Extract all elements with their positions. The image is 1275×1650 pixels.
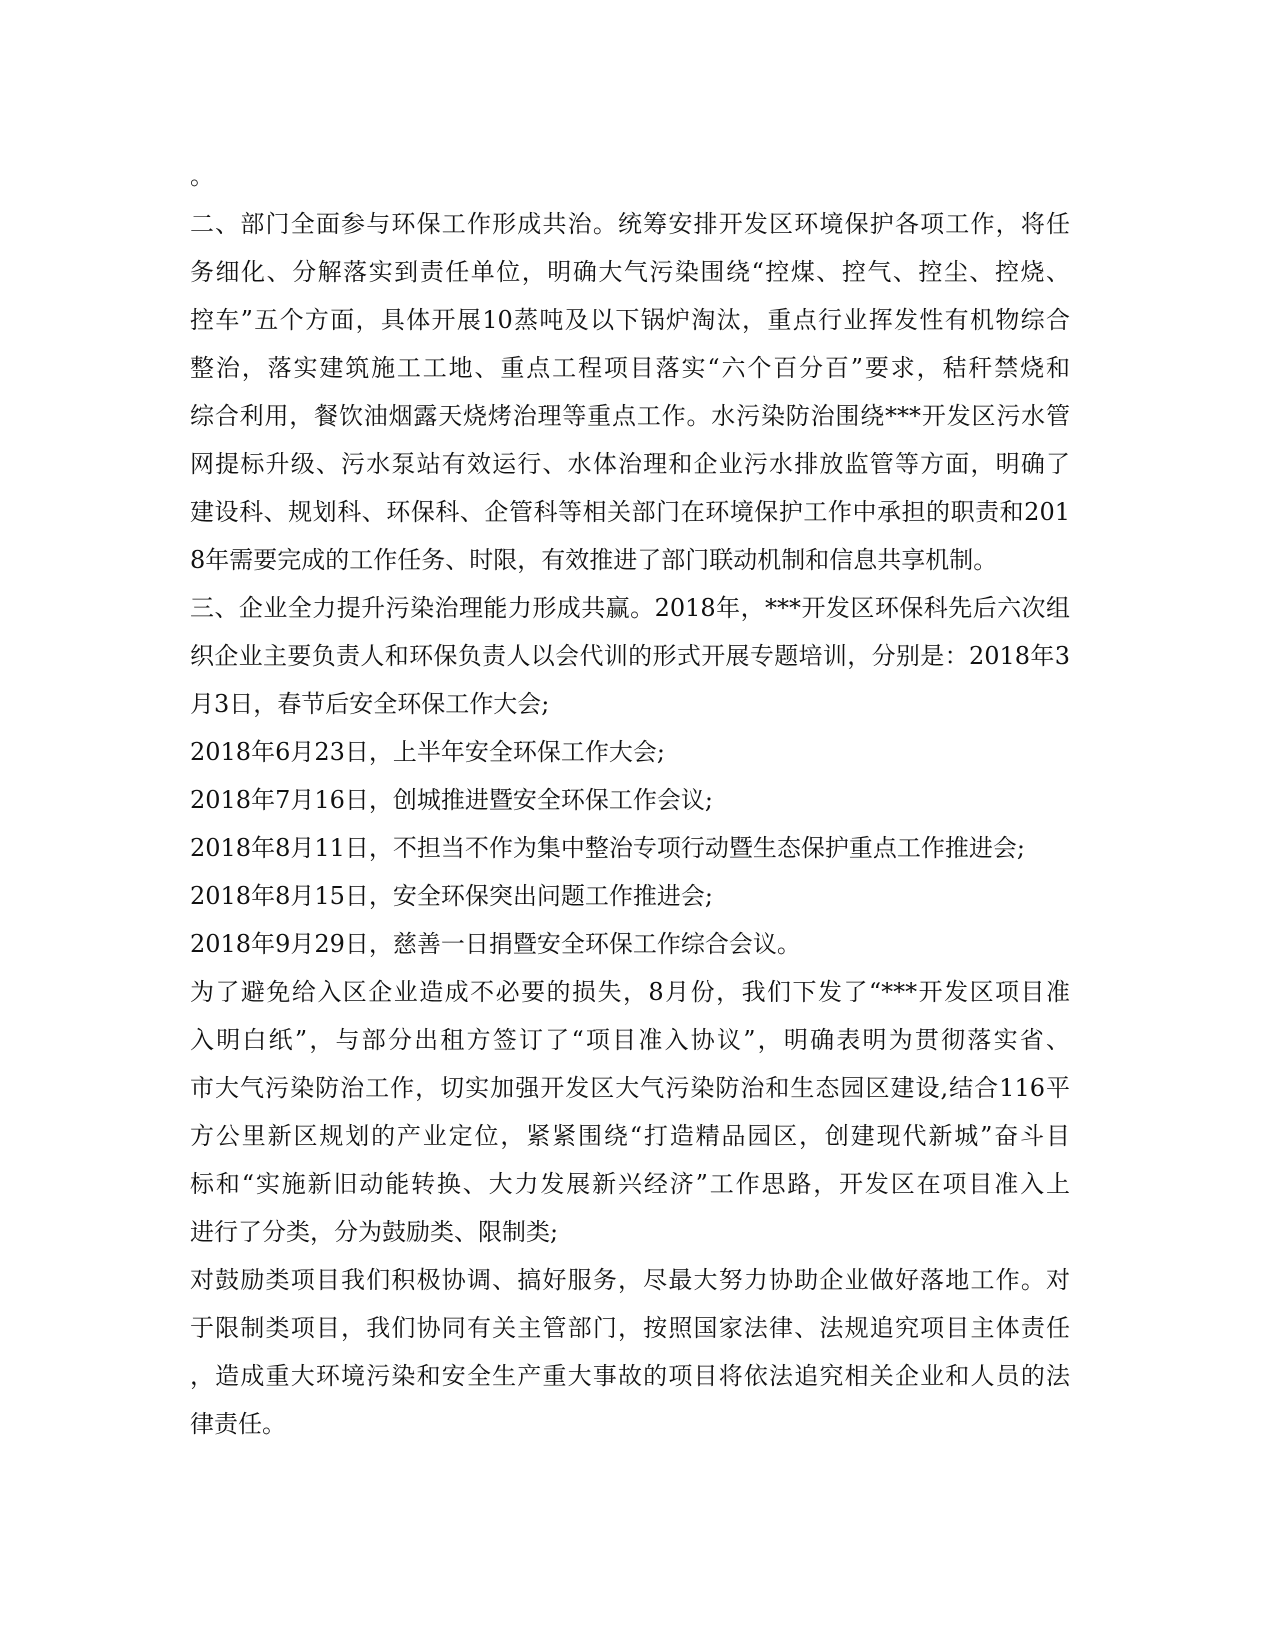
text-line: 于限制类项目，我们协同有关主管部门，按照国家法律、法规追究项目主体责任 [190, 1314, 1070, 1342]
meeting-item: 2018年8月11日，不担当不作为集中整治专项行动暨生态保护重点工作推进会; [190, 834, 1025, 862]
text-line: 务细化、分解落实到责任单位，明确大气污染围绕“控煤、控气、控尘、控烧、 [190, 258, 1070, 286]
text-line: 为了避免给入区企业造成不必要的损失，8月份，我们下发了“***开发区项目准 [190, 978, 1070, 1006]
meeting-item: 2018年9月29日，慈善一日捐暨安全环保工作综合会议。 [190, 930, 801, 958]
text-line: ，造成重大环境污染和安全生产重大事故的项目将依法追究相关企业和人员的法 [190, 1362, 1070, 1390]
text-line: 综合利用，餐饮油烟露天烧烤治理等重点工作。水污染防治围绕***开发区污水管 [190, 402, 1070, 430]
meeting-item: 月3日，春节后安全环保工作大会; [190, 690, 550, 718]
meeting-item: 2018年7月16日，创城推进暨安全环保工作会议; [190, 786, 713, 814]
meeting-item: 2018年6月23日，上半年安全环保工作大会; [190, 738, 665, 766]
text-line: 织企业主要负责人和环保负责人以会代训的形式开展专题培训，分别是：2018年3 [190, 642, 1070, 670]
text-line: 市大气污染防治工作，切实加强开发区大气污染防治和生态园区建设,结合116平 [190, 1074, 1070, 1102]
text-line: 建设科、规划科、环保科、企管科等相关部门在环境保护工作中承担的职责和201 [190, 498, 1070, 526]
section-three-heading-line: 三、企业全力提升污染治理能力形成共赢。2018年，***开发区环保科先后六次组 [190, 594, 1070, 622]
text-line: 方公里新区规划的产业定位，紧紧围绕“打造精品园区，创建现代新城”奋斗目 [190, 1122, 1070, 1150]
text-line: 对鼓励类项目我们积极协调、搞好服务，尽最大努力协助企业做好落地工作。对 [190, 1266, 1070, 1294]
text-line: 8年需要完成的工作任务、时限，有效推进了部门联动机制和信息共享机制。 [190, 546, 998, 574]
text-line: 标和“实施新旧动能转换、大力发展新兴经济”工作思路，开发区在项目准入上 [190, 1170, 1070, 1198]
text-line: 整治，落实建筑施工工地、重点工程项目落实“六个百分百”要求，秸秆禁烧和 [190, 354, 1070, 382]
text-line: 入明白纸”，与部分出租方签订了“项目准入协议”，明确表明为贯彻落实省、 [190, 1026, 1070, 1054]
text-line: 。 [190, 162, 214, 190]
text-line: 进行了分类，分为鼓励类、限制类; [190, 1218, 559, 1246]
document-body [190, 152, 1070, 1448]
text-line: 网提标升级、污水泵站有效运行、水体治理和企业污水排放监管等方面，明确了 [190, 450, 1070, 478]
text-line: 控车”五个方面，具体开展10蒸吨及以下锅炉淘汰，重点行业挥发性有机物综合 [190, 306, 1070, 334]
text-line: 律责任。 [190, 1410, 286, 1438]
section-two-heading-line: 二、部门全面参与环保工作形成共治。统筹安排开发区环境保护各项工作，将任 [190, 210, 1070, 238]
meeting-item: 2018年8月15日，安全环保突出问题工作推进会; [190, 882, 713, 910]
